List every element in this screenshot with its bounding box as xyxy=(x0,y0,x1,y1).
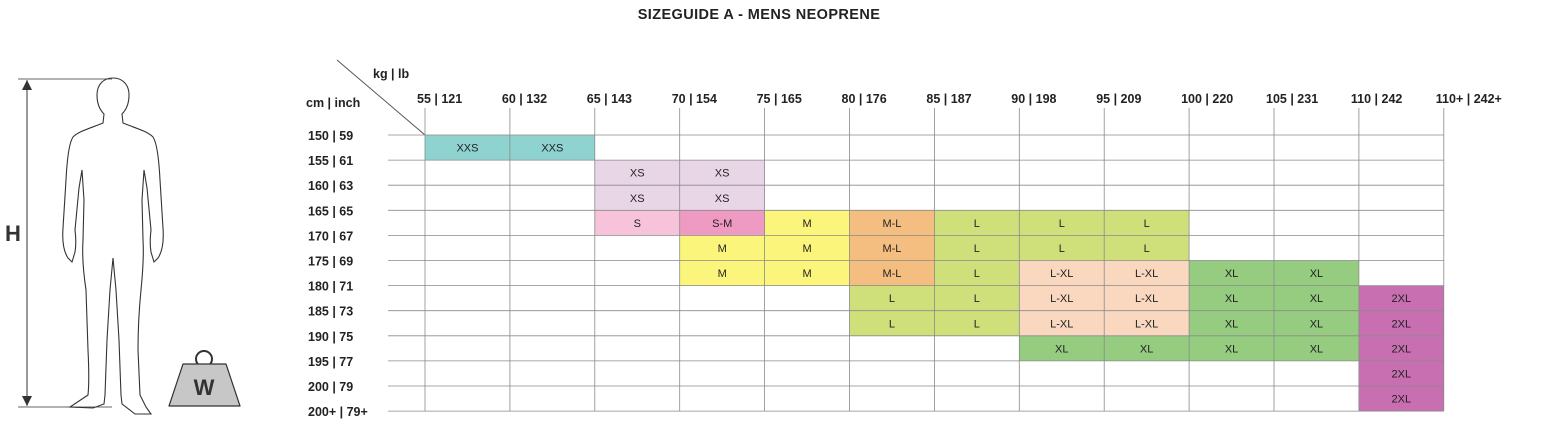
size-label: L-XL xyxy=(1050,268,1074,281)
size-label: XL xyxy=(1309,268,1324,281)
chart-title: SIZEGUIDE A - MENS NEOPRENE xyxy=(637,7,881,23)
height-arrow xyxy=(18,79,112,407)
size-label: 2XL xyxy=(1391,293,1412,306)
size-label: 2XL xyxy=(1391,318,1412,331)
size-label: XS xyxy=(714,192,730,205)
size-label: L xyxy=(973,242,980,255)
size-label: L-XL xyxy=(1135,318,1159,331)
weight-column-label: 65 | 143 xyxy=(586,92,633,106)
size-label: M xyxy=(717,268,727,281)
weight-icon xyxy=(169,351,240,406)
size-label: L xyxy=(1058,242,1065,255)
size-label: XL xyxy=(1224,293,1239,306)
size-label: L-XL xyxy=(1135,293,1159,306)
size-label: XL xyxy=(1309,343,1324,356)
size-label: 2XL xyxy=(1391,343,1412,356)
size-label: XL xyxy=(1309,293,1324,306)
height-unit-label: cm | inch xyxy=(306,96,361,110)
size-label: XS xyxy=(629,192,645,205)
size-label: S xyxy=(633,217,641,230)
size-label: XL xyxy=(1224,268,1239,281)
size-label: M xyxy=(802,242,812,255)
weight-column-label: 110+ | 242+ xyxy=(1435,92,1502,106)
height-row-label: 200 | 79 xyxy=(308,380,354,394)
size-label: M-L xyxy=(882,242,902,255)
height-row-label: 150 | 59 xyxy=(308,129,354,143)
size-label: L xyxy=(1143,217,1150,230)
weight-column-label: 90 | 198 xyxy=(1011,92,1057,106)
weight-column-label: 80 | 176 xyxy=(841,92,887,106)
weight-column-label: 70 | 154 xyxy=(671,92,717,106)
weight-column-label: 110 | 242 xyxy=(1350,92,1403,106)
size-label: L xyxy=(973,293,980,306)
size-label: XXS xyxy=(456,142,479,155)
height-letter: H xyxy=(5,221,21,246)
size-label: L-XL xyxy=(1135,268,1159,281)
height-header-column xyxy=(308,129,368,419)
size-label: L xyxy=(1143,242,1150,255)
height-row-label: 165 | 65 xyxy=(308,204,354,219)
weight-column-label: 95 | 209 xyxy=(1096,92,1142,106)
weight-letter: W xyxy=(193,375,215,400)
weight-column-label: 75 | 165 xyxy=(756,92,802,106)
height-row-label: 200+ | 79+ xyxy=(308,405,368,420)
weight-column-label: 55 | 121 xyxy=(417,92,463,106)
weight-unit-label: kg | lb xyxy=(373,67,410,81)
height-row-label: 185 | 73 xyxy=(308,304,354,319)
size-label: S-M xyxy=(712,217,733,230)
size-label: XXS xyxy=(541,142,564,155)
size-label: XL xyxy=(1139,343,1154,356)
size-label: 2XL xyxy=(1391,393,1412,406)
height-row-label: 180 | 71 xyxy=(308,279,354,294)
size-label: M-L xyxy=(882,217,902,230)
height-row-label: 175 | 69 xyxy=(308,254,354,269)
weight-column-label: 85 | 187 xyxy=(926,92,972,106)
size-label: M xyxy=(717,242,727,255)
size-label: XS xyxy=(629,167,645,180)
weight-header-row xyxy=(417,92,1502,106)
size-label: M xyxy=(802,217,812,230)
size-label: XL xyxy=(1224,343,1239,356)
height-row-label: 160 | 63 xyxy=(308,179,354,194)
height-row-label: 170 | 67 xyxy=(308,229,354,244)
weight-column-label: 60 | 132 xyxy=(501,92,548,106)
size-label: XL xyxy=(1055,343,1069,356)
weight-column-label: 100 | 220 xyxy=(1181,92,1234,106)
size-label: L xyxy=(973,318,980,331)
size-label: XL xyxy=(1309,318,1324,331)
size-label: 2XL xyxy=(1391,368,1412,381)
size-label: M xyxy=(802,268,812,281)
size-label: M-L xyxy=(882,268,902,281)
size-label: L xyxy=(1058,217,1065,230)
weight-column-label: 105 | 231 xyxy=(1266,92,1319,106)
height-row-label: 155 | 61 xyxy=(308,154,354,169)
size-label: L xyxy=(973,217,980,230)
size-label: L xyxy=(888,318,896,331)
height-row-label: 190 | 75 xyxy=(308,329,354,344)
human-figure-icon xyxy=(63,78,164,414)
height-row-label: 195 | 77 xyxy=(308,354,354,369)
size-label: L xyxy=(973,268,980,281)
size-label: XS xyxy=(714,167,730,180)
size-label: XL xyxy=(1224,318,1239,331)
size-label: L-XL xyxy=(1050,318,1074,331)
size-label: L xyxy=(888,293,896,306)
size-label: L-XL xyxy=(1050,293,1074,306)
